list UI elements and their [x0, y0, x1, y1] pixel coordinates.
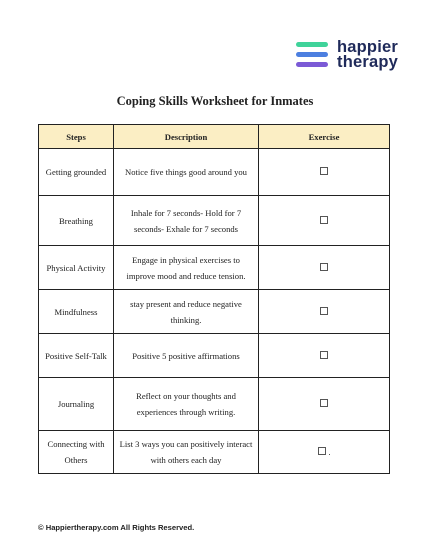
worksheet-title: Coping Skills Worksheet for Inmates [116, 94, 314, 108]
exercise-checkbox[interactable] [318, 447, 326, 455]
logo-line-2: therapy [337, 53, 399, 71]
logo-wave-green [296, 42, 328, 47]
description-cell: Engage in physical exercises to improve mood and reduce tension. [114, 246, 259, 290]
exercise-checkbox[interactable] [320, 167, 328, 175]
exercise-checkbox[interactable] [320, 263, 328, 271]
description-cell: Positive 5 positive affirmations [114, 334, 259, 378]
step-cell: Breathing [39, 196, 114, 246]
table-row [39, 290, 390, 334]
brand-logo [296, 40, 398, 70]
header-exercise: Exercise [259, 125, 390, 149]
description-cell: Inhale for 7 seconds- Hold for 7 seconds- Exhale for 7 seconds [114, 196, 259, 246]
header-description: Description [114, 125, 259, 149]
exercise-checkbox[interactable] [320, 351, 328, 359]
header-steps: Steps [39, 125, 114, 149]
logo-wave-purple [296, 62, 328, 67]
exercise-checkbox[interactable] [320, 399, 328, 407]
step-cell: Connecting with Others [39, 431, 114, 474]
exercise-cell [259, 149, 390, 196]
description-cell: List 3 ways you can positively interact with others each day [114, 431, 259, 474]
exercise-cell [259, 334, 390, 378]
table-row [39, 246, 390, 290]
logo-line-1: happier [337, 38, 398, 56]
table-row [39, 378, 390, 431]
table-row [39, 196, 390, 246]
exercise-checkbox[interactable] [320, 307, 328, 315]
logo-wordmark [337, 40, 398, 70]
exercise-checkbox[interactable] [320, 216, 328, 224]
exercise-cell [259, 290, 390, 334]
copyright-footer: © Happiertherapy.com All Rights Reserved. [38, 523, 195, 532]
step-cell: Physical Activity [39, 246, 114, 290]
step-cell: Journaling [39, 378, 114, 431]
exercise-cell [259, 196, 390, 246]
step-cell: Positive Self-Talk [39, 334, 114, 378]
description-cell: stay present and reduce negative thinking. [114, 290, 259, 334]
step-cell: Mindfulness [39, 290, 114, 334]
description-cell: Notice five things good around you [114, 149, 259, 196]
description-cell: Reflect on your thoughts and experiences through writing. [114, 378, 259, 431]
logo-wave-blue [296, 52, 328, 57]
exercise-cell [259, 246, 390, 290]
table-header-row [39, 125, 390, 149]
table-row [39, 431, 390, 474]
table-row [39, 149, 390, 196]
table-row [39, 334, 390, 378]
exercise-cell [259, 378, 390, 431]
step-cell: Getting grounded [39, 149, 114, 196]
coping-skills-table [38, 124, 390, 474]
exercise-cell [259, 431, 390, 474]
trailing-mark: . [328, 447, 331, 457]
logo-waves-icon [296, 40, 330, 70]
